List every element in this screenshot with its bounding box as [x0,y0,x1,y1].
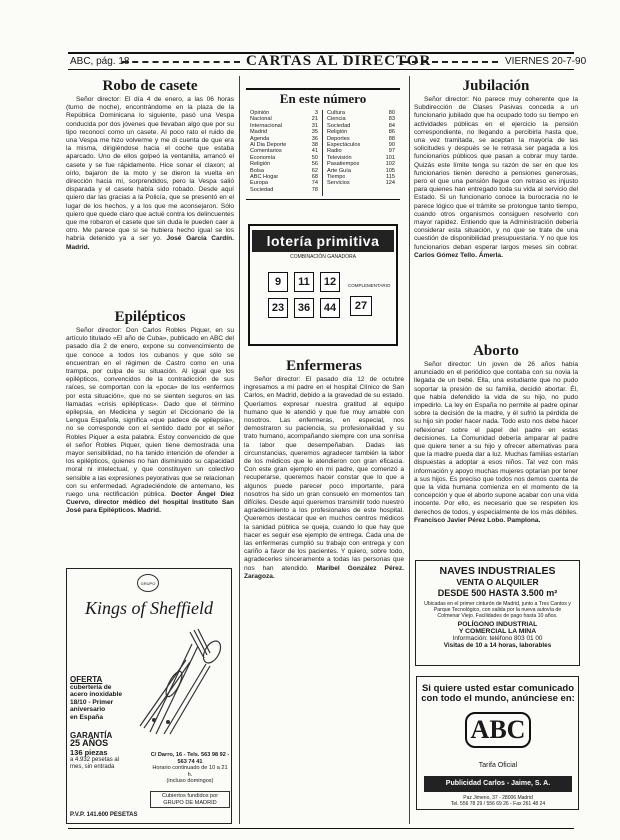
index-row[interactable]: Al Dia Deporte 38 [250,142,318,149]
kings-pvp: P.V.P. 141.600 PESETAS [70,812,138,818]
kings-garantia: GARANTÍA [70,731,113,740]
index-row[interactable]: Televisión 101 [327,154,395,161]
index-row[interactable]: Ciencia 83 [327,116,395,123]
abc-address-line: Paz Jimeno, 37 - 28006 Madrid [463,795,533,801]
index-row[interactable]: Pasatiempos 102 [327,161,395,168]
index-column-1 [250,110,318,193]
kings-offer-line: OFERTA [70,675,103,684]
footer-rule [68,828,574,829]
naves-title: NAVES INDUSTRIALES [439,565,556,577]
lottery-number: 12 [320,272,340,292]
lottery-number: 23 [268,298,288,318]
kings-footer: Cubiertos fundidos por GRUPO DE MADRID [150,791,230,808]
jubilacion-article [414,96,578,332]
index-title: En este número [279,91,367,106]
index-row[interactable]: Comentarios 41 [250,148,318,155]
robo-article [66,96,234,272]
kings-offer-line: cubertería de [70,683,112,691]
index-row[interactable]: Radio 97 [327,148,395,155]
kings-horario: Horario continuado de 10 a 21 h. [152,765,228,778]
index-row[interactable]: Opinión 3 [250,110,318,116]
kings-offer-line: 18/10 - Primer [70,698,114,706]
index-row[interactable]: Internacional 31 [250,122,318,129]
column-rule-2 [409,76,410,824]
robo-body: Señor director: El día 4 de enero, a las 06 horas (turno de noche), encontrándome en la plaza de la República Dominicana lo siguiente, pasó una Vespa conducida por dos jóvenes que llevaban algo que por su tipo reconocí como un casete. Al poco rato el ruido de una Vespa me hizo volverme y me di cuenta de que era la misma, dirigiéndose hacia el coche que estaba aparcado. Uno de ellos golpeó la ventanilla, arrancó el casete y se fue rápidamente. Hice sonar el claxon; al oírlo, bajaron de la moto y se dieron la vuelta en dirección hacia mí, sorprendidos, pero la Vespa salió disparada y el casete había sido robado. Desde aquí quiero dar las gracias a la Policía, que se presentó en el lugar de los hechos, y a los que me aconsejaron. Sólo quiero que quede claro que actué contra los delincuentes que me robaron el casete que sin duda le pueden caer a otro. Me parece que si se hubiera hecho igual se los habría detenido ya a ser yo. [66,96,234,243]
aborto-body: Señor director: Un joven de 26 años había anunciado en el periódico que contaba con su novia la llegada de un bebé. Ella, una estudiante que no pudo soportar la presión de su familia, decidió abortar. Él, que había defendido la vida de su hijo, no pudo impedirlo. La ley en España no permite al padre opinar sobre la decisión de la madre, y él sufrió la pérdida de su hijo sin poder hacer nada. Todo esto nos debe hacer reflexionar sobre el papel del padre en estas decisiones. La Comunidad debería amparar al padre que quiere tener a su hijo y ofrecer alternativas para que la madre pueda dar a luz. Muchas familias estarían dispuestas a adoptar a esos niños. Tal vez con más información y apoyo muchas mujeres optarían por tener a sus hijos. Es preciso que todos nos demos cuenta de que la vida humana comienza en el momento de la concepción y que el aborto supone acabar con una vida inocente. Por ello, es necesario que se respeten los derechos de todos, y especialmente de los más débiles. [414,361,578,516]
lottery-complementario-label: COMPLEMENTARIO [348,283,391,288]
kings-offer-line: en España [70,713,103,721]
index-row[interactable]: Arte Guía 105 [327,167,395,174]
cutlery-illustration [130,622,226,742]
kings-offer-line: acero inoxidable [70,691,123,699]
kings-offer-line: aniversario [70,706,106,714]
abc-logo: ABC [465,712,531,748]
naves-hours: Visitas de 10 a 14 horas, laborables [443,642,552,649]
lottery-number: 9 [268,272,288,292]
kings-logo: GRUPO [137,574,159,592]
enfermeras-signature: Maribel González Pérez. Zaragoza. [244,564,404,580]
header-dashes-left [122,61,240,63]
page-number: ABC, pág. 18 [70,56,130,67]
abc-headline: Si quiere usted estar comunicado con todo el mundo, anúnciese en: [421,683,575,704]
header-dashes-right [402,61,498,63]
kings-address: C/ Darro, 16 - Tels. 563 98 92 - 563 74 41 [150,752,230,765]
index-row[interactable]: Deportes 88 [327,135,395,142]
index-column-2 [327,110,395,187]
epilepticos-body: Señor director: Don Carlos Robles Piquer, en su artículo titulado «El año de Cuba», publicado en ABC del pasado día 2 de enero, expone su convencimiento de que conoce a todos los cubanos y que sólo se encuentran en el régimen de Castro como en una trampa, por culpa de su situación. Al igual que los epilépticos, convencidos de la contradicción de sus raíces, se comportan con la «poca» de los «enfermos por esta situación», que no se sienten seguros en las llamadas «crisis epilépticas». Dado que el término epilepsia, en Medicina y según el Diccionario de la Lengua Española, significa «que padece de epilepsia», no se corresponde con el sentido dado por el señor Robles Piquer a esta palabra. Estoy convencido de que el señor Robles Piquer, quien tiene demostrada una mayor sensibilidad, no ha tenido intención de ofender a los epilépticos, quienes no han disminuido su capacidad moral ni intelectual, y que constituyen un colectivo sensible a las expresiones peyorativas que se relacionan con su enfermedad. Agradeciéndole de antemano, les ruego una rectificación pública. [66,327,234,499]
enfermeras-article [244,376,404,824]
abc-tarifa: Tarifa Oficial [478,762,518,769]
epilepticos-title: Epilépticos [114,309,186,325]
jubilacion-title: Jubilación [462,78,530,94]
aborto-signature: Francisco Javier Pérez Lobo. Pamplona. [414,516,541,524]
index-row[interactable]: Europa 74 [250,180,318,187]
abc-address [421,795,575,807]
kings-anos: 25 AÑOS [70,737,109,748]
naves-ad [415,560,580,666]
kings-piezas: 136 piezas [70,748,108,758]
epilepticos-signature: Doctor Ángel Díez Cuervo, director médico del hospital Instituto San José para Epilépticos. Madrid. [66,491,234,515]
index-row[interactable]: ABC Hogar 68 [250,174,318,181]
index-divider [322,110,323,196]
kings-title: Kings of Sheffield [85,598,213,618]
aborto-title: Aborto [473,343,519,359]
index-row[interactable]: Bolsa 62 [250,167,318,174]
abc-publicidad: Publicidad Carlos - Jaime, S. A. [424,776,572,792]
naves-name1: POLÍGONO INDUSTRIAL [457,621,538,628]
index-row[interactable]: Cultura 80 [327,110,395,116]
robo-signature: José García Cardín. Madrid. [66,235,234,251]
naves-desc: Ubicadas en el primer cinturón de Madrid, junto a Tres Cantos y Parque Tecnológico, con salida por la nueva autovía de Colmenar Viejo. Facilidades de pago hasta 10 años. [424,601,571,619]
index-row[interactable]: Religión 86 [327,129,395,136]
index-row[interactable]: Agenda 36 [250,135,318,142]
index-row[interactable]: Religión 56 [250,161,318,168]
index-row[interactable]: Espectáculos 90 [327,142,395,149]
robo-title: Robo de casete [102,78,198,94]
aborto-article [414,361,578,549]
lottery-number: 44 [320,298,340,318]
jubilacion-body: Señor director: No parece muy coherente que la Subdirección de Clases Pasivas conceda a un funcionario jubilado que ha ocupado todo su tiempo en actividades públicas en el ejercicio la pensión correspondiente, no llegando a percibirla hasta que, una vez tramitada, se aceptan la mayoría de las solicitudes y después se le retrasa ser pagada a los funcionarios públicos que pasan a cobrar muy tarde. Quizás este límite tenga su razón de ser en que los funcionarios tienen derecho a pensiones generosas, pero el que una pensión llegue con retraso es injusto para quienes han entregado toda su vida al servicio del Estado. Si un funcionario conoce la burocracia no le parece lógico que el trámite se prolongue tanto tiempo, cuando otros organismos consiguen resolverlo con mayor rapidez. Entiendo que la Administración debería considerar esta situación, y no que se trate de una cuestión de disponibilidad presupuestaria. Y no que los funcionarios deban esperar largos meses sin cobrar. [414,96,578,251]
enfermeras-title: Enfermeras [286,358,362,374]
enfermeras-body: Señor director: El pasado día 12 de octubre ingresamos a mi padre en el hospital Clínico de San Carlos, en Madrid, debido a la gravedad de su estado. Queríamos expresar nuestra gratitud al equipo humano que le atendió y que fue muy amable con nosotros. Las enfermeras, en especial, nos demostraron su paciencia, su profesionalidad y su trato humano, acompañando siempre con una sonrisa la labor que desempeñaban. Dadas las circunstancias, queremos agradecer también la labor de los médicos que le atendieron con gran eficacia. Con este gran ejemplo en mi padre, que comenzó a recuperarse, queremos hacer constar que lo que a algunos puede parecer poco importante, para nosotros ha sido un gran consuelo en momentos tan difíciles. Desde aquí queremos transmitir todo nuestro agradecimiento a los profesionales de este hospital. Queremos destacar que en muchos centros médicos la sanidad pública se queja, cuando lo que hay que hacer es seguir ese ejemplo de entrega. Cada una de las enfermeras cumplió su trabajo con entrega y con cariño a favor de los pacientes. Y quiero, sobre todo, agradecerles sinceramente a todas las personas que nos han atendido. [244,376,404,572]
index-row[interactable]: Sociedad 78 [250,186,318,193]
kings-guarantee [70,732,132,772]
kings-offer [70,676,130,722]
lottery-number: 11 [294,272,314,292]
lottery-subtitle: COMBINACIÓN GANADORA [290,254,356,260]
index-row[interactable]: Nacional 21 [250,116,318,123]
kings-address-block [150,752,230,808]
column-rule-1 [239,76,240,824]
index-row[interactable]: Servicios 124 [327,180,395,187]
section-title: CARTAS AL DIRECTOR [246,53,432,69]
naves-price: DESDE 500 HASTA 3.500 m² [437,588,558,598]
index-row[interactable]: Economía 50 [250,154,318,161]
header-rule-bottom [68,69,574,70]
naves-info: Información: teléfono 803 01 00 [452,635,543,642]
index-row[interactable]: Madrid 35 [250,129,318,136]
abc-phone: Tel. 556 78 29 / 556 69 26 - Fax 261 48 24 [450,801,546,807]
jubilacion-signature: Carlos Gómez Tello. Ámerla. [414,251,503,259]
page-date: VIERNES 20-7-90 [505,56,587,67]
epilepticos-article [66,327,234,553]
kings-domingos: (incluso domingos) [166,778,214,785]
index-row[interactable]: Tiempo 115 [327,174,395,181]
naves-sub: VENTA O ALQUILER [456,577,539,587]
lottery-number: 36 [294,298,314,318]
kings-price-note: a 4.932 pesetas al mes, sin entrada [70,756,120,771]
index-row[interactable]: Sociedad 84 [327,122,395,129]
lottery-complementario: 27 [350,296,372,316]
naves-name2: Y COMERCIAL LA MINA [458,628,537,635]
lottery-title: lotería primitiva [252,230,394,252]
